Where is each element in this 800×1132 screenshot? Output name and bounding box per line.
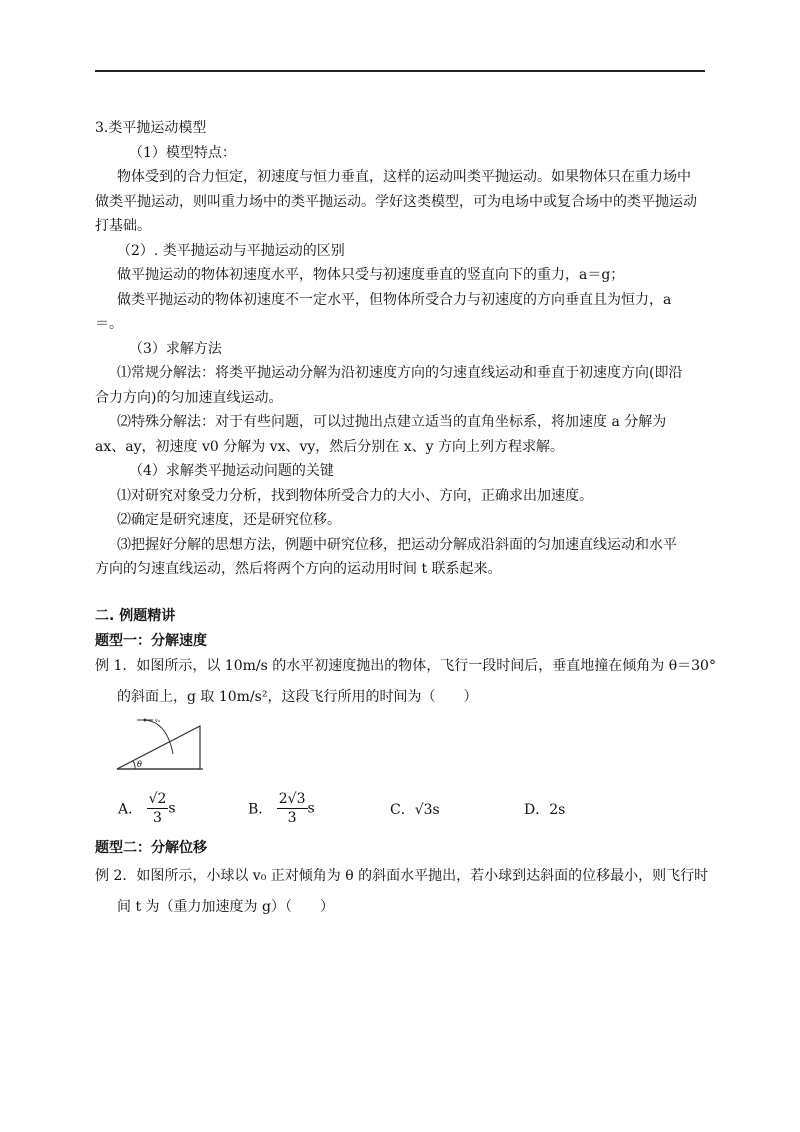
paragraph-line: ⑵确定是研究速度，还是研究位移。 [117, 512, 341, 528]
example2-line: 例 2．如图所示，小球以 v₀ 正对倾角为 θ 的斜面水平抛出，若小球到达斜面的位移最小，则飞行时 [95, 868, 709, 884]
paragraph-line: 做平抛运动的物体初速度水平，物体只受与初速度垂直的竖直向下的重力，a＝g； [117, 267, 625, 283]
option-d[interactable] [524, 790, 565, 830]
paragraph-line: 打基础。 [95, 218, 151, 234]
figure-v0-label: v₀ [155, 718, 160, 724]
paragraph-line: 合力方向)的匀加速直线运动。 [95, 390, 283, 406]
subheading-features: （1）模型特点： [129, 145, 236, 161]
option-a-unit: s [168, 800, 176, 817]
option-a[interactable] [118, 790, 176, 830]
paragraph-line: ⑵特殊分解法：对于有些问题，可以过抛出点建立适当的直角坐标系，将加速度 a 分解为 [117, 414, 667, 430]
examples-heading: 二. 例题精讲 [95, 608, 176, 624]
option-d-value: 2s [549, 802, 566, 818]
option-c-label: C． [390, 802, 415, 818]
option-a-fraction [147, 790, 169, 827]
example2-line: 间 t 为（重力加速度为 g）（ ） [117, 899, 334, 915]
subheading-difference: （2）. 类平抛运动与平抛运动的区别 [117, 243, 345, 259]
paragraph-line: 做类平抛运动，则叫重力场中的类平抛运动。学好这类模型，可为电场中或复合场中的类平抛运动 [95, 194, 697, 210]
subheading-key: （4）求解类平抛运动问题的关键 [129, 463, 334, 479]
type1-heading: 题型一：分解速度 [95, 633, 207, 649]
paragraph-line: ⑴常规分解法：将类平抛运动分解为沿初速度方向的匀速直线运动和垂直于初速度方向(即沿 [117, 365, 683, 381]
option-b-numerator: 2√3 [278, 791, 306, 807]
example1-line: 例 1．如图所示，以 10m/s 的水平初速度抛出的物体，飞行一段时间后，垂直地撞在倾角为 θ＝30° [95, 658, 716, 674]
example1-line: 的斜面上，g 取 10m/s²，这段飞行所用的时间为（ ） [117, 689, 478, 705]
paragraph-line: ⑴对研究对象受力分析，找到物体所受合力的大小、方向，正确求出加速度。 [117, 488, 593, 504]
option-b[interactable] [248, 790, 315, 830]
option-c-value: √3s [414, 802, 440, 818]
type2-heading: 题型二：分解位移 [95, 840, 207, 856]
header-rule [95, 70, 705, 72]
option-b-fraction [277, 790, 308, 827]
paragraph-line: ⑶把握好分解的思想方法，例题中研究位移，把运动分解成沿斜面的匀加速直线运动和水平 [117, 537, 677, 553]
option-d-label: D． [524, 802, 550, 818]
incline-figure [115, 714, 205, 772]
option-a-numerator: √2 [148, 791, 167, 807]
paragraph-line: ＝。 [95, 316, 123, 332]
paragraph-line: 方向的匀速直线运动，然后将两个方向的运动用时间 t 联系起来。 [95, 561, 502, 577]
figure-theta-label: θ [137, 760, 142, 769]
section-title: 3.类平抛运动模型 [95, 120, 207, 136]
option-a-label: A． [118, 801, 143, 818]
option-a-denominator: 3 [153, 810, 162, 826]
option-b-unit: s [307, 800, 315, 817]
option-b-denominator: 3 [287, 810, 297, 826]
option-b-label: B． [248, 801, 273, 818]
subheading-methods: （3）求解方法 [129, 341, 222, 357]
option-c[interactable] [390, 790, 440, 830]
paragraph-line: 做类平抛运动的物体初速度不一定水平，但物体所受合力与初速度的方向垂直且为恒力，a [117, 292, 672, 308]
paragraph-line: 物体受到的合力恒定，初速度与恒力垂直，这样的运动叫类平抛运动。如果物体只在重力场中 [117, 169, 691, 185]
paragraph-line: ax、ay，初速度 v0 分解为 vx、vy，然后分别在 x、y 方向上列方程求解。 [95, 439, 564, 455]
